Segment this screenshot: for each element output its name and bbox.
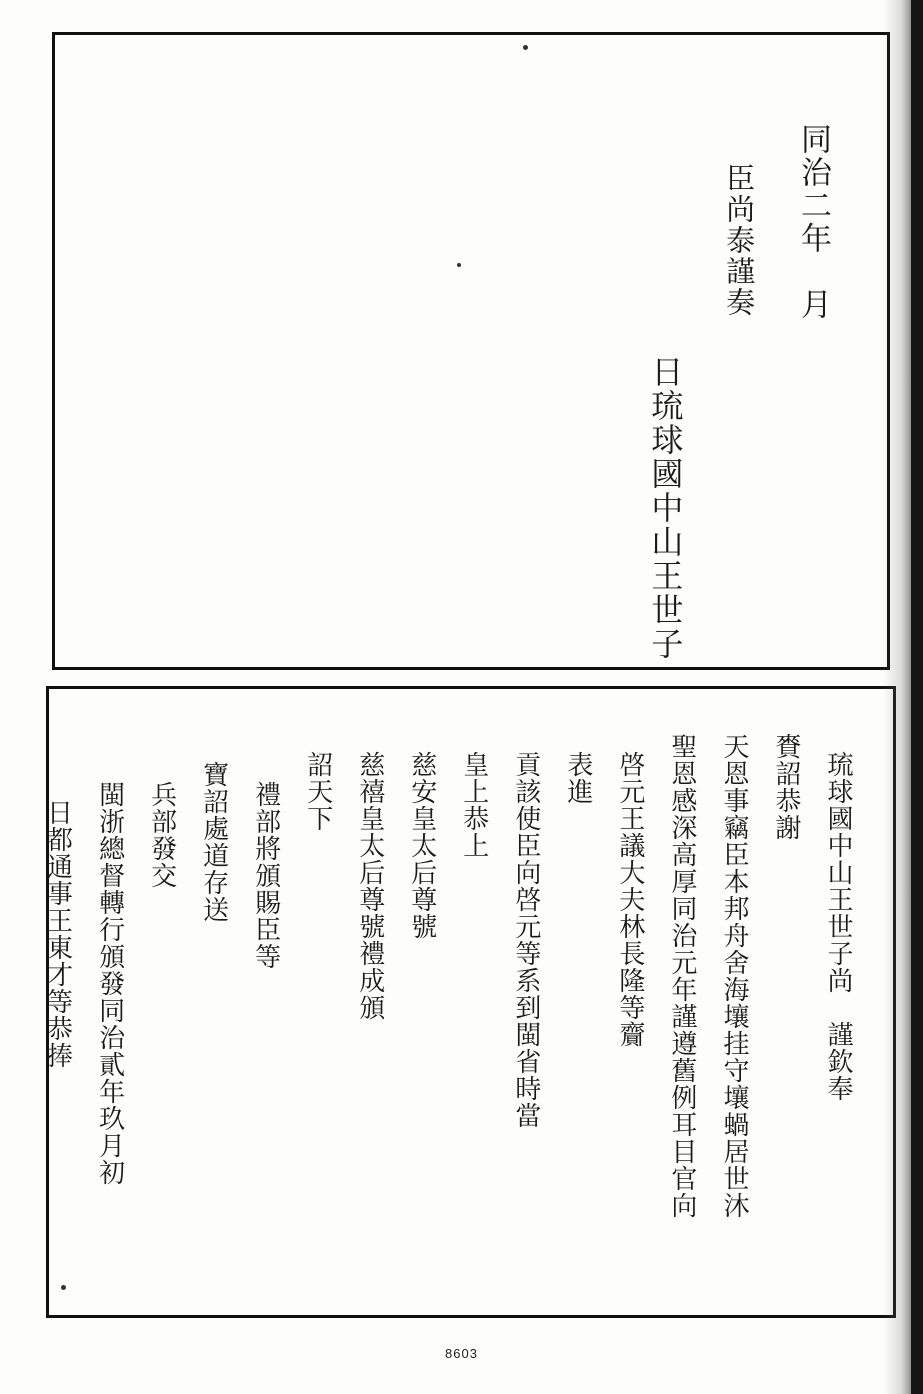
column-signer: 臣尚泰謹奏: [722, 163, 757, 318]
ink-speck: [523, 45, 528, 50]
text-column-13: 寶詔處道存送: [198, 761, 229, 923]
text-column-11: 詔天下: [302, 751, 333, 832]
text-column-9: 慈安皇太后尊號: [406, 751, 437, 940]
scan-edge-dark-band: [911, 0, 923, 1394]
ink-speck: [457, 263, 461, 267]
text-column-14: 兵部發交: [146, 781, 177, 889]
bottom-block-columns: [19, 689, 852, 1315]
document-frame-bottom: [42, 686, 896, 1318]
text-column-1: 琉球國中山王世子尚 謹欽奉: [823, 751, 853, 1102]
text-column-16: 日都通事王東才等恭捧: [42, 799, 73, 1069]
text-column-15: 閩浙總督轉行頒發同治貳年玖月初: [94, 781, 125, 1186]
text-column-8: 皇上恭上: [458, 751, 489, 859]
ink-speck: [61, 1285, 66, 1290]
text-column-10: 慈禧皇太后尊號禮成頒: [354, 751, 385, 1021]
text-column-2: 賚詔恭謝: [770, 733, 801, 841]
text-column-3: 天恩事竊臣本邦舟舍海壤挂守壤蝸居世沐: [718, 733, 749, 1219]
document-frame-top: [52, 32, 890, 670]
text-column-5: 啓元王議大夫林長隆等齎: [614, 751, 645, 1048]
text-column-12: 禮部將頒賜臣等: [250, 781, 281, 970]
column-date: 同治二年 月: [795, 123, 831, 321]
top-block-columns: [606, 35, 830, 667]
column-title: 日琉球國中山王世子: [646, 355, 685, 661]
text-column-6: 表進: [562, 751, 593, 805]
text-column-7: 貢該使臣向啓元等系到閩省時當: [510, 751, 541, 1129]
folio-number: 8603: [445, 1346, 478, 1361]
text-column-4: 聖恩感深高厚同治元年謹遵舊例耳目官向: [666, 733, 697, 1219]
